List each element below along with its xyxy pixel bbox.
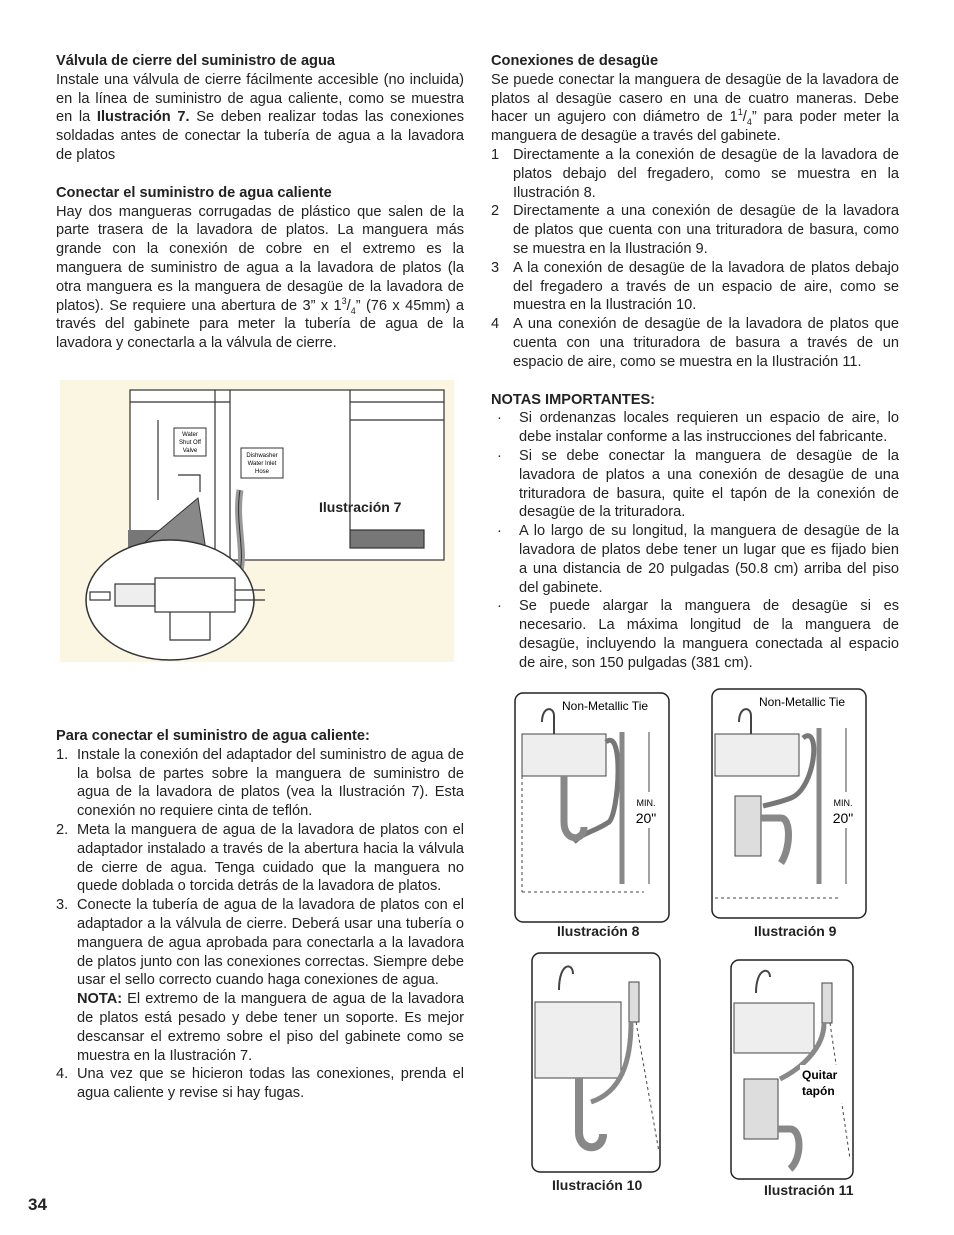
caption-illustration-9: Ilustración 9 <box>754 923 837 939</box>
valve-label: Water <box>182 432 198 438</box>
text: ” para poder meter la manguera de desagüe a través del gabinete. <box>491 109 899 145</box>
bullet: · <box>497 410 502 427</box>
fraction-num: 3 <box>341 295 347 306</box>
text: Se puede conectar la manguera de desagüe de la lavadora de platos al desagüe casero en una de cuatro maneras. Debe hacer un agujero con diámetro de 1 <box>491 71 899 126</box>
way-text: Directamente a la conexión de desagüe de la lavadora de platos debajo del fregadero, como se muestra en la Ilustración 8. <box>513 146 899 201</box>
step-text: Una vez que se hicieron todas las conexiones, prenda el agua caliente y revise si hay fugas. <box>77 1066 464 1102</box>
note-text: El extremo de la manguera de agua de la lavadora de platos está pesado y debe tener un soporte. Es mejor descansar el extremo sobre el piso del gabinete como se muestra en la Ilustración 7. <box>77 991 464 1064</box>
step-number: 4. <box>56 1066 69 1083</box>
step-item <box>56 1065 464 1103</box>
illustration-11 <box>730 959 854 1187</box>
illustration-8-drawing <box>514 692 670 924</box>
step-item <box>56 821 464 896</box>
illustration-9 <box>711 688 867 926</box>
way-number: 2 <box>491 203 500 220</box>
illustration-7 <box>60 380 454 662</box>
section-title-hot-water: Conectar el suministro de agua caliente <box>56 184 332 201</box>
illustration-10 <box>531 952 661 1180</box>
note-item <box>491 522 899 597</box>
drain-way-item <box>491 315 899 371</box>
step-text: Conecte la tubería de agua de la lavadora de platos con el adaptador a la válvula de cierre. Deberá usar una tubería o manguera de agua aprobada para conectarla a la lavadora de platos junto con las conexiones correctas. Siempre debe usar el sello correcto cuando haga conexiones de agua. <box>77 897 464 989</box>
note-text: Si se debe conectar la manguera de desagüe de la lavadora de platos a una conexión de desagüe de una trituradora de basura, quite el tapón de la conexión de desagüe de la trituradora. <box>519 447 899 521</box>
paragraph-hot-water: Hay dos mangueras corrugadas de plástico que salen de la parte trasera de la lavadora de platos. La manguera más grande con la conexión de cobre en el extremo es la manguera de suministro de agua a la lavadora de platos (la otra manguera es la manguera de desagüe de la lavadora de platos). Se requiere una abertura de 3” x $1^3/_4$” (76 x 45mm) a través del gabinete para meter la tubería de agua de la lavadora y conectarla a la válvula de cierre. <box>56 203 464 352</box>
note-text: A lo largo de su longitud, la manguera de desagüe de la lavadora de platos debe tener un lugar que es fijado bien a una distancia de 20 pulgadas (50.8 cm) arriba del piso del gabinete. <box>519 523 899 596</box>
text-bold: Ilustración 7. <box>96 109 190 126</box>
illustration-7-drawing <box>60 380 454 662</box>
text: ” (76 x 45mm) a través del gabinete para meter la tubería de agua de la lavadora y conectarla a la válvula de cierre. <box>56 297 464 352</box>
step-number: 2. <box>56 821 69 838</box>
non-metallic-tie-label: Non-Metallic Tie <box>562 699 649 713</box>
valve-label: Valve <box>182 448 198 454</box>
paragraph-shutoff-valve <box>56 71 464 165</box>
fraction-den: 4 <box>746 117 752 128</box>
caption-illustration-11: Ilustración 11 <box>764 1182 854 1198</box>
way-number: 4 <box>491 316 500 333</box>
illustration-11-drawing <box>730 959 854 1181</box>
note-item <box>491 597 899 672</box>
page-number: 34 <box>28 1195 47 1214</box>
section-title-important-notes: NOTAS IMPORTANTES: <box>491 391 656 408</box>
hose-label: Water Inlet <box>247 461 277 467</box>
section-title-shutoff-valve: Válvula de cierre del suministro de agua <box>56 53 336 69</box>
way-number: 3 <box>491 259 500 276</box>
section-title-steps: Para conectar el suministro de agua caliente: <box>56 728 370 744</box>
bullet: · <box>497 523 502 540</box>
step-text: Meta la manguera de agua de la lavadora de platos con el adaptador instalado a través de la abertura hacia la válvula de cierre de agua. Tenga cuidado que la manguera no quede doblada o torcida detrás de la lavadora de platos. <box>77 821 464 895</box>
left-column <box>56 52 464 353</box>
min-label: MIN. <box>636 798 656 808</box>
step-number: 3. <box>56 897 69 914</box>
note-item <box>491 409 899 447</box>
way-number: 1 <box>491 146 500 163</box>
fraction-den: 4 <box>350 305 356 316</box>
text: Hay dos mangueras corrugadas de plástico que salen de la parte trasera de la lavadora de platos. La manguera más grande con la conexión de cobre en el extremo es la manguera de suministro de agua a la lavadora de platos (la otra manguera es la manguera de desagüe de la lavadora de platos). Se requiere una abertura de 3” x 1 <box>56 203 464 314</box>
illustration-8 <box>514 692 670 930</box>
drain-way-item <box>491 146 899 202</box>
drain-way-item <box>491 202 899 258</box>
caption-illustration-8: Ilustración 8 <box>557 923 640 939</box>
bullet: · <box>497 447 502 464</box>
illustration-10-drawing <box>531 952 661 1174</box>
step-item <box>56 746 464 821</box>
min-value: 20" <box>832 810 854 826</box>
bullet: · <box>497 598 502 615</box>
tapon-label: tapón <box>802 1084 835 1098</box>
text: Instale una válvula de cierre fácilmente accesible (no incluida) en la línea de suministro de agua caliente, como se muestra en la <box>56 71 464 126</box>
left-column-steps <box>56 727 464 1103</box>
min-label: MIN. <box>833 798 853 808</box>
non-metallic-tie-label: Non-Metallic Tie <box>759 695 846 709</box>
caption-illustration-10: Ilustración 10 <box>552 1177 643 1193</box>
caption-illustration-7: Ilustración 7 <box>319 499 402 515</box>
paragraph-drain: Se puede conectar la manguera de desagüe de la lavadora de platos al desagüe casero en una de cuatro maneras. Debe hacer un agujero con diámetro de $1^1/_4$” para poder meter la manguera de desagüe a través del gabinete. <box>491 71 899 145</box>
valve-label: Shut Off <box>179 440 201 446</box>
way-text: A una conexión de desagüe de la lavadora de platos que cuenta con una trituradora de basura a través de un espacio de aire, como se muestra en la Ilustración 11. <box>513 316 899 370</box>
way-text: Directamente a una conexión de desagüe de la lavadora de platos que cuenta con una trituradora de basura, como se muestra en la Ilustración 9. <box>513 203 899 257</box>
way-text: A la conexión de desagüe de la lavadora de platos debajo del fregadero a través de un espacio de aire, como se muestra en la Ilustración 10. <box>513 259 899 314</box>
min-value: 20" <box>635 810 657 826</box>
section-title-drain: Conexiones de desagüe <box>491 53 659 69</box>
note-label: NOTA: <box>77 991 123 1008</box>
quitar-label: Quitar <box>802 1068 838 1082</box>
hose-label: Hose <box>254 469 270 475</box>
note-item <box>491 447 899 522</box>
note-text: Si ordenanzas locales requieren un espacio de aire, lo debe instalar conforme a las instrucciones del fabricante. <box>519 410 899 446</box>
step-number: 1. <box>56 746 69 763</box>
hose-label: Dishwasher <box>246 453 278 459</box>
right-column <box>491 52 899 673</box>
step-text: Instale la conexión del adaptador del suministro de agua de la bolsa de partes sobre la manguera de suministro de agua de la lavadora de platos (vea la Ilustración 7). Esta conexión no requiere cinta de teflón. <box>77 746 464 820</box>
step-item <box>56 896 464 1065</box>
drain-way-item <box>491 259 899 315</box>
illustration-9-drawing <box>711 688 867 920</box>
fraction-num: 1 <box>737 107 743 118</box>
text: Se deben realizar todas las conexiones soldadas antes de conectar la tubería de agua a la lavadora de platos <box>56 109 465 163</box>
note-text: Se puede alargar la manguera de desagüe si es necesario. La máxima longitud de la manguera de desagüe, incluyendo la manguera conectada al espacio de aire, son 150 pulgadas (381 cm). <box>519 598 899 671</box>
